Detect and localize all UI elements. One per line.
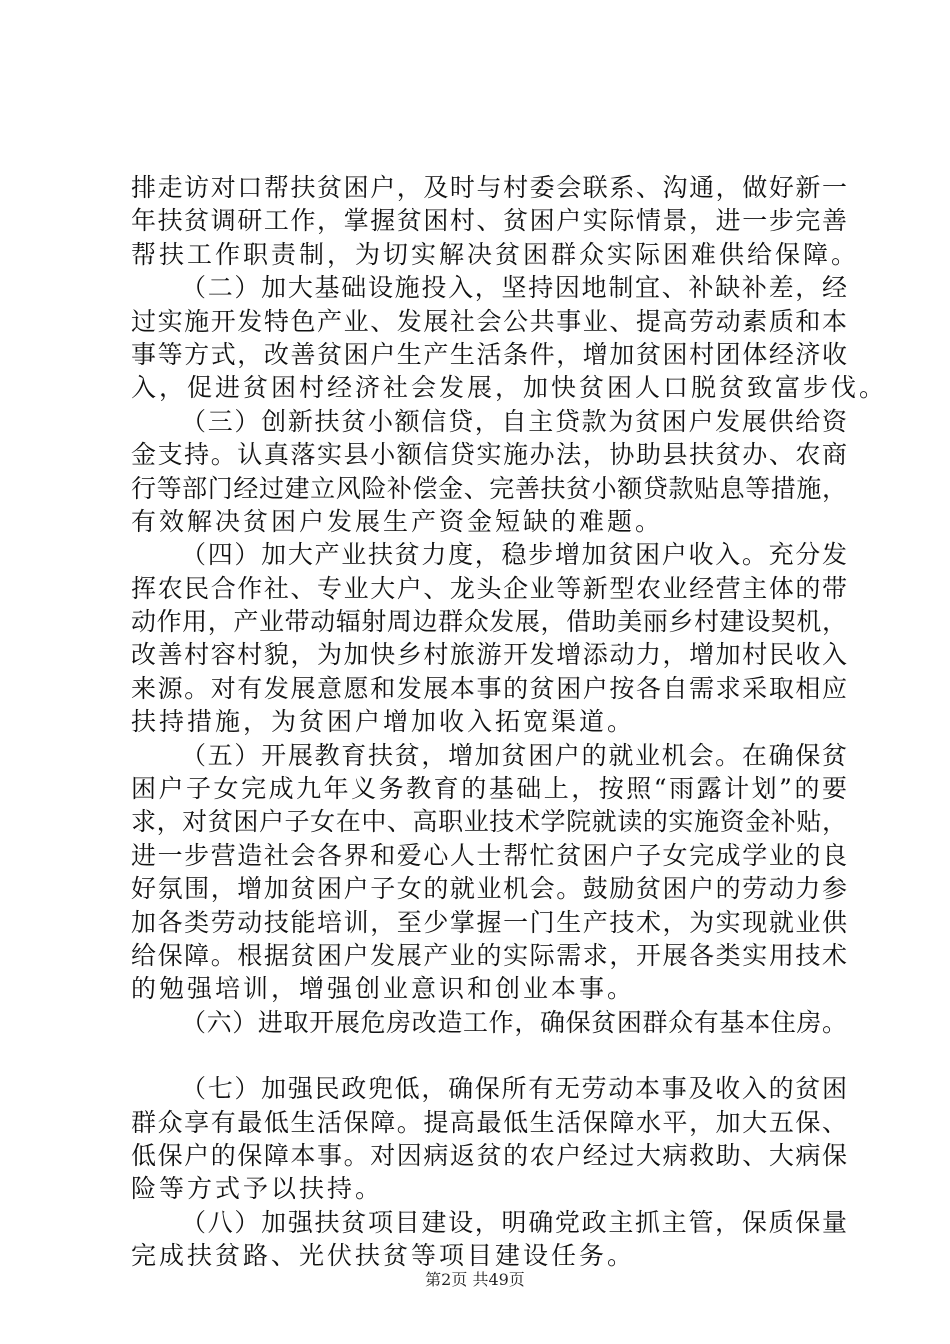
text-line: 金支持。认真落实县小额信贷实施办法，协助县扶贫办、农商 [131, 440, 847, 470]
text-line: 帮扶工作职责制，为切实解决贫困群众实际困难供给保障。 [131, 239, 860, 269]
page-number-footer: 第2页 共49页 [425, 1270, 525, 1289]
text-line: 改善村容村貌，为加快乡村旅游开发增添动力，增加村民收入 [131, 640, 847, 670]
text-line: 给保障。根据贫困户发展产业的实际需求，开展各类实用技术 [131, 940, 847, 970]
text-line: 求，对贫困户子女在中、高职业技术学院就读的实施资金补贴， [131, 807, 847, 837]
text-line: 入，促进贫困村经济社会发展，加快贫困人口脱贫致富步伐。 [131, 373, 888, 403]
text-line: 有效解决贫困户发展生产资金短缺的难题。 [131, 506, 664, 536]
text-line: （六）进取开展危房改造工作，确保贫困群众有基本住房。 [181, 1007, 847, 1037]
text-line: （三）创新扶贫小额信贷，自主贷款为贫困户发展供给资 [181, 406, 847, 436]
text-line: 事等方式，改善贫困户生产生活条件，增加贫困村团体经济收 [131, 339, 847, 369]
text-line: 行等部门经过建立风险补偿金、完善扶贫小额贷款贴息等措施， [131, 473, 847, 503]
text-line: 困户子女完成九年义务教育的基础上，按照“雨露计划”的要 [131, 774, 847, 804]
text-line: 年扶贫调研工作，掌握贫困村、贫困户实际情景，进一步完善 [131, 206, 847, 236]
text-line: 来源。对有发展意愿和发展本事的贫困户按各自需求采取相应 [131, 673, 847, 703]
text-line: 险等方式予以扶持。 [131, 1174, 384, 1204]
text-line: （七）加强民政兜低，确保所有无劳动本事及收入的贫困 [181, 1074, 847, 1104]
text-line: 加各类劳动技能培训，至少掌握一门生产技术，为实现就业供 [131, 907, 847, 937]
text-line: 扶持措施，为贫困户增加收入拓宽渠道。 [131, 707, 636, 737]
text-line: 进一步营造社会各界和爱心人士帮忙贫困户子女完成学业的良 [131, 840, 847, 870]
text-line: （八）加强扶贫项目建设，明确党政主抓主管，保质保量 [181, 1207, 847, 1237]
text-line: 动作用，产业带动辐射周边群众发展，借助美丽乡村建设契机， [131, 607, 847, 637]
text-line: （四）加大产业扶贫力度，稳步增加贫困户收入。充分发 [181, 540, 847, 570]
text-line: （二）加大基础设施投入，坚持因地制宜、补缺补差，经 [181, 273, 847, 303]
text-line: （五）开展教育扶贫，增加贫困户的就业机会。在确保贫 [181, 740, 847, 770]
text-line: 过实施开发特色产业、发展社会公共事业、提高劳动素质和本 [131, 306, 847, 336]
text-line: 群众享有最低生活保障。提高最低生活保障水平，加大五保、 [131, 1107, 847, 1137]
text-line: 排走访对口帮扶贫困户，及时与村委会联系、沟通，做好新一 [131, 173, 847, 202]
text-line: 挥农民合作社、专业大户、龙头企业等新型农业经营主体的带 [131, 573, 847, 603]
text-line: 完成扶贫路、光伏扶贫等项目建设任务。 [131, 1241, 636, 1271]
blank-line [131, 1039, 847, 1072]
text-line: 好氛围，增加贫困户子女的就业机会。鼓励贫困户的劳动力参 [131, 874, 847, 904]
text-line: 低保户的保障本事。对因病返贫的农户经过大病救助、大病保 [131, 1140, 847, 1170]
text-line: 的勉强培训，增强创业意识和创业本事。 [131, 974, 636, 1004]
body-text [131, 171, 888, 1273]
